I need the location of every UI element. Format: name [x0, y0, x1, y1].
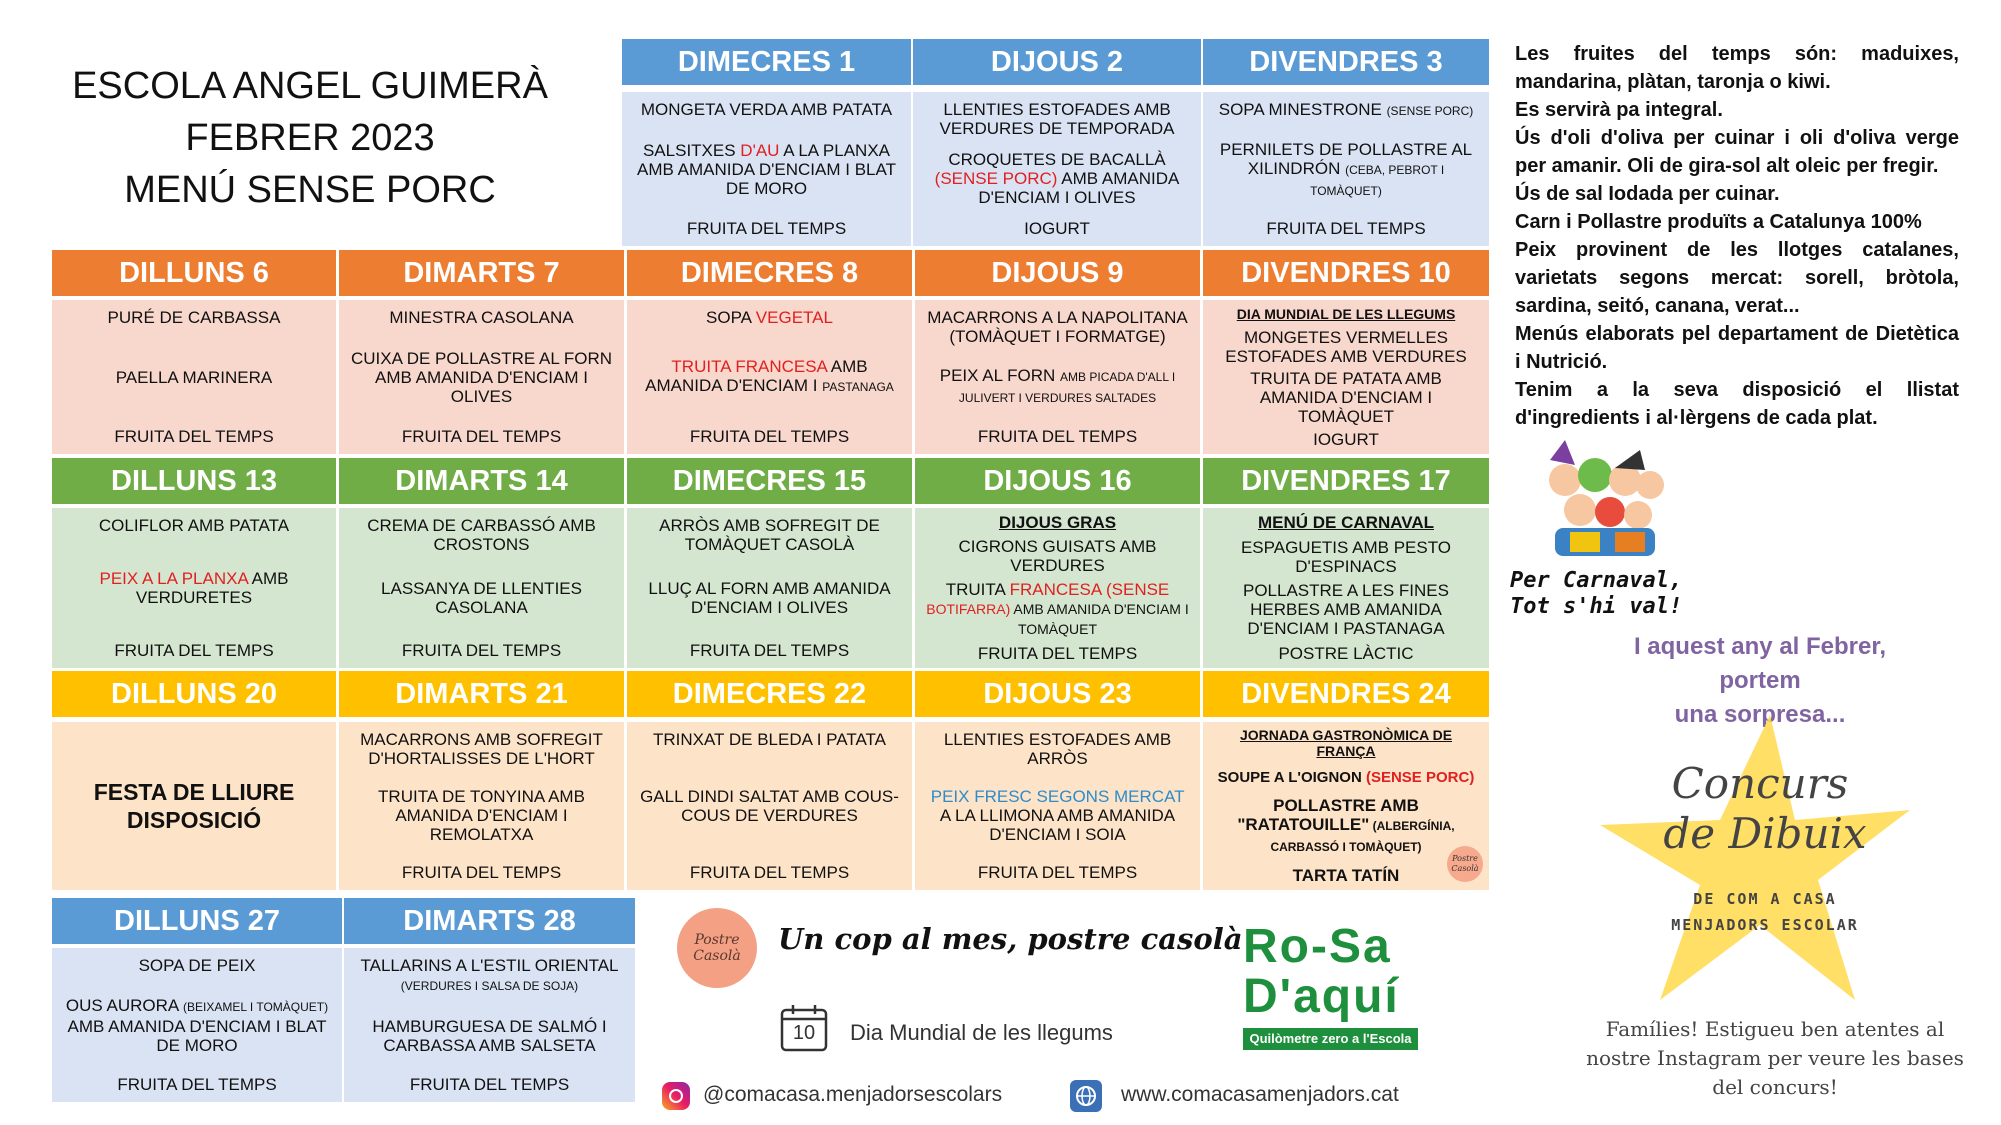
day-header: DIJOUS 16	[915, 458, 1200, 504]
day-header: DIMECRES 15	[627, 458, 912, 504]
menu-cell: JORNADA GASTRONÒMICA DE FRANÇA SOUPE A L'OIGNON (SENSE PORC) POLLASTRE AMB "RATATOUILLE" (ALBERGÍNIA, CARBASSÓ I TOMÀQUET) TARTA TATÍN	[1203, 722, 1489, 890]
day-header: DILLUNS 13	[52, 458, 336, 504]
calendar-legend-text: Dia Mundial de les llegums	[850, 1020, 1113, 1045]
menu-cell: PURÉ DE CARBASSA PAELLA MARINERA FRUITA DEL TEMPS	[52, 300, 336, 454]
menu-cell: MENÚ DE CARNAVAL ESPAGUETIS AMB PESTO D'ESPINACS POLLASTRE A LES FINES HERBES AMB AMANIDA D'ENCIAM I PASTANAGA POSTRE LÀCTIC	[1203, 508, 1489, 668]
day-header: DIMARTS 28	[344, 898, 635, 944]
contest-sub-1: DE COM A CASA	[1693, 890, 1837, 908]
menu-cell: MINESTRA CASOLANA CUIXA DE POLLASTRE AL FORN AMB AMANIDA D'ENCIAM I OLIVES FRUITA DEL TEMPS	[339, 300, 624, 454]
day-header: DIJOUS 9	[915, 250, 1200, 296]
menu-cell: TALLARINS A L'ESTIL ORIENTAL (VERDURES I SALSA DE SOJA) HAMBURGUESA DE SALMÓ I CARBASSA AMB SALSETA FRUITA DEL TEMPS	[344, 948, 635, 1102]
menu-cell: MONGETA VERDA AMB PATATA SALSITXES D'AU A LA PLANXA AMB AMANIDA D'ENCIAM I BLAT DE MORO FRUITA DEL TEMPS	[622, 92, 911, 246]
day-header: DIJOUS 2	[913, 39, 1201, 85]
day-header: DILLUNS 6	[52, 250, 336, 296]
day-header: DIMECRES 1	[622, 39, 911, 85]
menu-cell: MACARRONS A LA NAPOLITANA (TOMÀQUET I FORMATGE) PEIX AL FORN AMB PICADA D'ALL I JULIVERT I VERDURES SALTADES FRUITA DEL TEMPS	[915, 300, 1200, 454]
day-header: DIMECRES 22	[627, 671, 912, 717]
day-header: DIVENDRES 10	[1203, 250, 1489, 296]
instagram-handle[interactable]: @comacasa.menjadorsescolars	[703, 1083, 1003, 1106]
carnival-kids-illustration	[1530, 440, 1680, 560]
rosa-daqui-tagline: Quilòmetre zero a l'Escola	[1243, 1028, 1418, 1050]
holiday-label: FESTA DE LLIURE DISPOSICIÓ	[93, 779, 295, 833]
menu-cell: CREMA DE CARBASSÓ AMB CROSTONS LASSANYA DE LLENTIES CASOLANA FRUITA DEL TEMPS	[339, 508, 624, 668]
menu-cell: LLENTIES ESTOFADES AMB ARRÒS PEIX FRESC SEGONS MERCAT A LA LLIMONA AMB AMANIDA D'ENCIAM I SOIA FRUITA DEL TEMPS	[915, 722, 1200, 890]
families-note: Famílies! Estigueu ben atentes al nostre Instagram per veure les bases del concurs!	[1586, 1017, 1964, 1099]
menu-cell: COLIFLOR AMB PATATA PEIX A LA PLANXA AMB VERDURETES FRUITA DEL TEMPS	[52, 508, 336, 668]
menu-cell: TRINXAT DE BLEDA I PATATA GALL DINDI SALTAT AMB COUS-COUS DE VERDURES FRUITA DEL TEMPS	[627, 722, 912, 890]
info-line: Ús de sal Iodada per cuinar.	[1515, 183, 1780, 205]
day-header: DIMARTS 7	[339, 250, 624, 296]
postre-casola-logo: Postre Casolà	[677, 908, 757, 988]
postre-casola-text: Un cop al mes, postre casolà	[778, 922, 1243, 956]
menu-cell: SOPA DE PEIX OUS AURORA (BEIXAMEL I TOMÀQUET) AMB AMANIDA D'ENCIAM I BLAT DE MORO FRUITA DEL TEMPS	[52, 948, 342, 1102]
contest-star	[1590, 710, 1920, 1010]
rosa-daqui-logo	[1243, 922, 1418, 1054]
calendar-day: 10	[792, 1022, 816, 1044]
carnival-slogan: Per Carnaval, Tot s'hi val!	[1510, 568, 1683, 619]
month: FEBRER 2023	[185, 117, 435, 159]
menu-cell: ARRÒS AMB SOFREGIT DE TOMÀQUET CASOLÀ LLUÇ AL FORN AMB AMANIDA D'ENCIAM I OLIVES FRUITA DEL TEMPS	[627, 508, 912, 668]
day-header: DILLUNS 20	[52, 671, 336, 717]
day-header: DILLUNS 27	[52, 898, 342, 944]
menu-cell: DIA MUNDIAL DE LES LLEGUMS MONGETES VERMELLES ESTOFADES AMB VERDURES TRUITA DE PATATA AMB AMANIDA D'ENCIAM I TOMÀQUET IOGURT	[1203, 300, 1489, 454]
menu-cell: LLENTIES ESTOFADES AMB VERDURES DE TEMPORADA CROQUETES DE BACALLÀ (SENSE PORC) AMB AMANIDA D'ENCIAM I OLIVES IOGURT	[913, 92, 1201, 246]
day-header: DIMARTS 21	[339, 671, 624, 717]
postre-casola-badge: Postre Casolà	[1447, 846, 1483, 882]
day-header: DIMECRES 8	[627, 250, 912, 296]
info-line: Es servirà pa integral.	[1515, 99, 1723, 121]
page-title	[60, 60, 560, 216]
menu-type: MENÚ SENSE PORC	[124, 169, 496, 211]
website-link[interactable]: www.comacasamenjadors.cat	[1121, 1083, 1399, 1106]
school-name: ESCOLA ANGEL GUIMERÀ	[72, 65, 548, 107]
promo-surprise: I aquest any al Febrer, portem una sorpresa...	[1633, 633, 1887, 728]
rosa-daqui-line1: Ro-Sa	[1243, 920, 1392, 973]
day-header: DIVENDRES 24	[1203, 671, 1489, 717]
contest-sub-2: MENJADORS ESCOLAR	[1671, 916, 1859, 934]
menu-cell: MACARRONS AMB SOFREGIT D'HORTALISSES DE L'HORT TRUITA DE TONYINA AMB AMANIDA D'ENCIAM I REMOLATXA FRUITA DEL TEMPS	[339, 722, 624, 890]
day-header: DIMARTS 14	[339, 458, 624, 504]
rosa-daqui-line2: D'aquí	[1243, 970, 1400, 1023]
day-header: DIVENDRES 17	[1203, 458, 1489, 504]
info-line: Ús d'oli d'oliva per cuinar i oli d'oliva verge per amanir. Oli de gira-sol alt oleic per fregir.	[1515, 127, 1959, 177]
contest-title-2: de Dibuix	[1663, 809, 1867, 858]
instagram-icon	[662, 1082, 690, 1110]
info-line: Tenim a la seva disposició el llistat d'ingredients i al·lèrgens de cada plat.	[1515, 379, 1959, 429]
menu-cell	[52, 722, 336, 890]
menu-cell: SOPA MINESTRONE (SENSE PORC) PERNILETS DE POLLASTRE AL XILINDRÓN (CEBA, PEBROT I TOMÀQUET) FRUITA DEL TEMPS	[1203, 92, 1489, 246]
menu-cell: DIJOUS GRAS CIGRONS GUISATS AMB VERDURES TRUITA FRANCESA (SENSE BOTIFARRA) AMB AMANIDA D'ENCIAM I TOMÀQUET FRUITA DEL TEMPS	[915, 508, 1200, 668]
info-notes	[1515, 40, 1959, 432]
day-header: DIJOUS 23	[915, 671, 1200, 717]
info-line: Carn i Pollastre produïts a Catalunya 100%	[1515, 211, 1922, 233]
info-line: Les fruites del temps són: maduixes, mandarina, plàtan, taronja o kiwi.	[1515, 43, 1959, 93]
info-line: Menús elaborats pel departament de Dietètica i Nutrició.	[1515, 323, 1959, 373]
day-header: DIVENDRES 3	[1203, 39, 1489, 85]
contest-title-1: Concurs	[1671, 759, 1849, 808]
globe-icon	[1070, 1080, 1102, 1112]
info-line: Peix provinent de les llotges catalanes, varietats segons mercat: sorell, bròtola, sardina, seitó, canana, verat...	[1515, 239, 1959, 317]
menu-cell: SOPA VEGETAL TRUITA FRANCESA AMB AMANIDA D'ENCIAM I PASTANAGA FRUITA DEL TEMPS	[627, 300, 912, 454]
